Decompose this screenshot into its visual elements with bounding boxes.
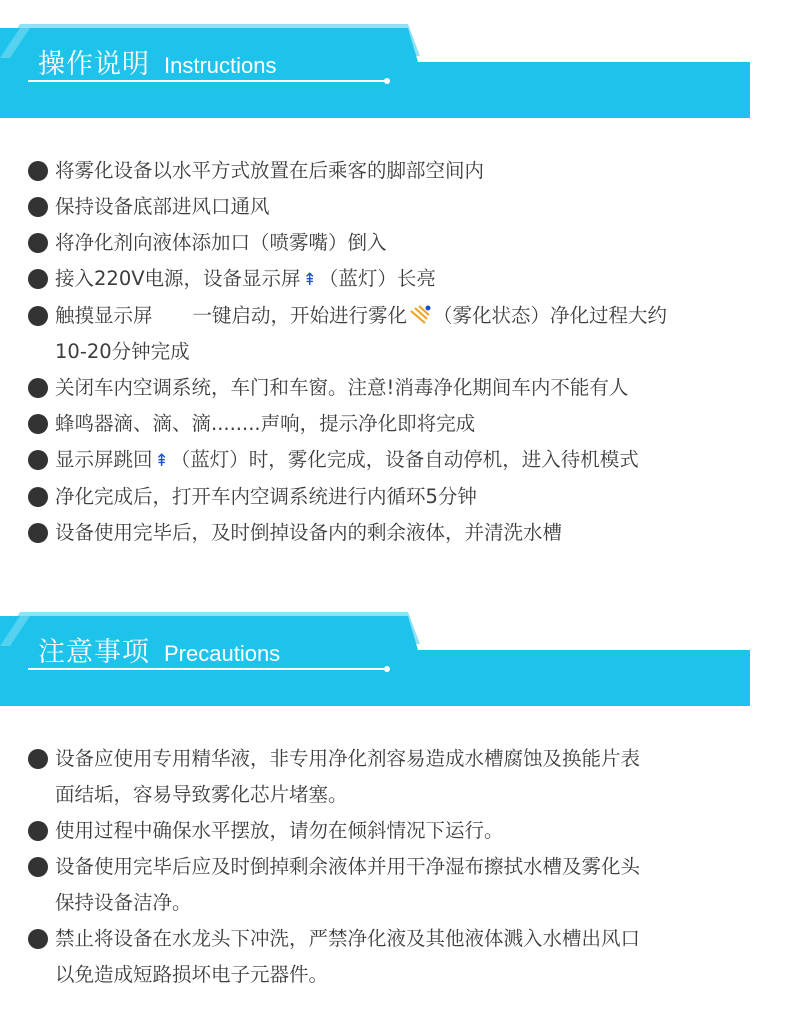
header-underline: [28, 80, 388, 82]
section-header-instructions: [0, 18, 800, 118]
item-text: 设备应使用专用精华液，非专用净化剂容易造成水槽腐蚀及换能片表: [55, 747, 641, 770]
item-text: 保持设备底部进风口通风: [55, 195, 270, 218]
list-item: [28, 741, 778, 813]
list-item: [28, 261, 778, 298]
item-text: 设备使用完毕后应及时倒掉剩余液体并用干净湿布擦拭水槽及雾化头: [55, 855, 641, 878]
section-title-zh: 操作说明: [38, 49, 150, 80]
item-text: 面结垢，容易导致雾化芯片堵塞。: [55, 783, 348, 806]
list-item: [28, 515, 778, 551]
section-title-en: Precautions: [164, 641, 281, 666]
item-text: 禁止将设备在水龙头下冲洗，严禁净化液及其他液体溅入水槽出风口: [55, 927, 641, 950]
item-text: 使用过程中确保水平摆放，请勿在倾斜情况下运行。: [55, 819, 504, 842]
item-text: 显示屏跳回: [55, 448, 153, 471]
bullet-icon: [28, 523, 48, 543]
bullet-icon: [28, 857, 48, 877]
bullet-icon: [28, 233, 48, 253]
bullet-icon: [28, 197, 48, 217]
list-item: [28, 370, 778, 406]
bullet-icon: [28, 306, 48, 326]
bullet-icon: [28, 821, 48, 841]
section-title-en: Instructions: [164, 53, 277, 78]
list-item: [28, 813, 778, 849]
bullet-icon: [28, 929, 48, 949]
list-item: [28, 442, 778, 479]
item-text: 将净化剂向液体添加口（喷雾嘴）倒入: [55, 231, 387, 254]
header-dot: [384, 78, 390, 84]
mist-icon: [409, 305, 431, 325]
section-title: [38, 630, 280, 669]
item-text: 以免造成短路损坏电子元器件。: [55, 963, 329, 986]
bullet-icon: [28, 487, 48, 507]
list-item: [28, 479, 778, 515]
header-dot: [384, 666, 390, 672]
list-item: [28, 849, 778, 921]
header-underline: [28, 668, 388, 670]
list-item: [28, 921, 778, 993]
list-item: [28, 189, 778, 225]
bullet-icon: [28, 450, 48, 470]
item-text: （雾化状态）净化过程大约: [433, 304, 668, 327]
section-title: [38, 42, 277, 81]
item-text: 蜂鸣器滴、滴、滴........声响，提示净化即将完成: [55, 412, 476, 435]
item-text: （蓝灯）长亮: [318, 267, 436, 290]
item-text: 保持设备洁净。: [55, 891, 192, 914]
instructions-list: [28, 153, 778, 551]
item-text: 接入220V电源，设备显示屏: [55, 267, 301, 290]
blue-tree-icon: ⇞: [302, 270, 317, 290]
item-text: 净化完成后，打开车内空调系统进行内循环5分钟: [55, 485, 477, 508]
item-text: 一键启动，开始进行雾化: [192, 304, 408, 327]
section-header-precautions: [0, 606, 800, 706]
bullet-icon: [28, 269, 48, 289]
blue-tree-icon: ⇞: [154, 451, 169, 471]
bullet-icon: [28, 161, 48, 181]
precautions-list: [28, 741, 778, 993]
section-title-zh: 注意事项: [38, 637, 150, 668]
list-item: [28, 225, 778, 261]
list-item: [28, 298, 778, 370]
bullet-icon: [28, 378, 48, 398]
item-text: 触摸显示屏: [55, 304, 153, 327]
item-text: 10-20分钟完成: [55, 340, 190, 363]
item-text: 关闭车内空调系统，车门和车窗。注意!消毒净化期间车内不能有人: [55, 376, 629, 399]
item-text: 设备使用完毕后，及时倒掉设备内的剩余液体，并清洗水槽: [55, 521, 563, 544]
list-item: [28, 153, 778, 189]
item-text: （蓝灯）时，雾化完成，设备自动停机，进入待机模式: [170, 448, 639, 471]
list-item: [28, 406, 778, 442]
bullet-icon: [28, 749, 48, 769]
bullet-icon: [28, 414, 48, 434]
item-text: 将雾化设备以水平方式放置在后乘客的脚部空间内: [55, 159, 485, 182]
